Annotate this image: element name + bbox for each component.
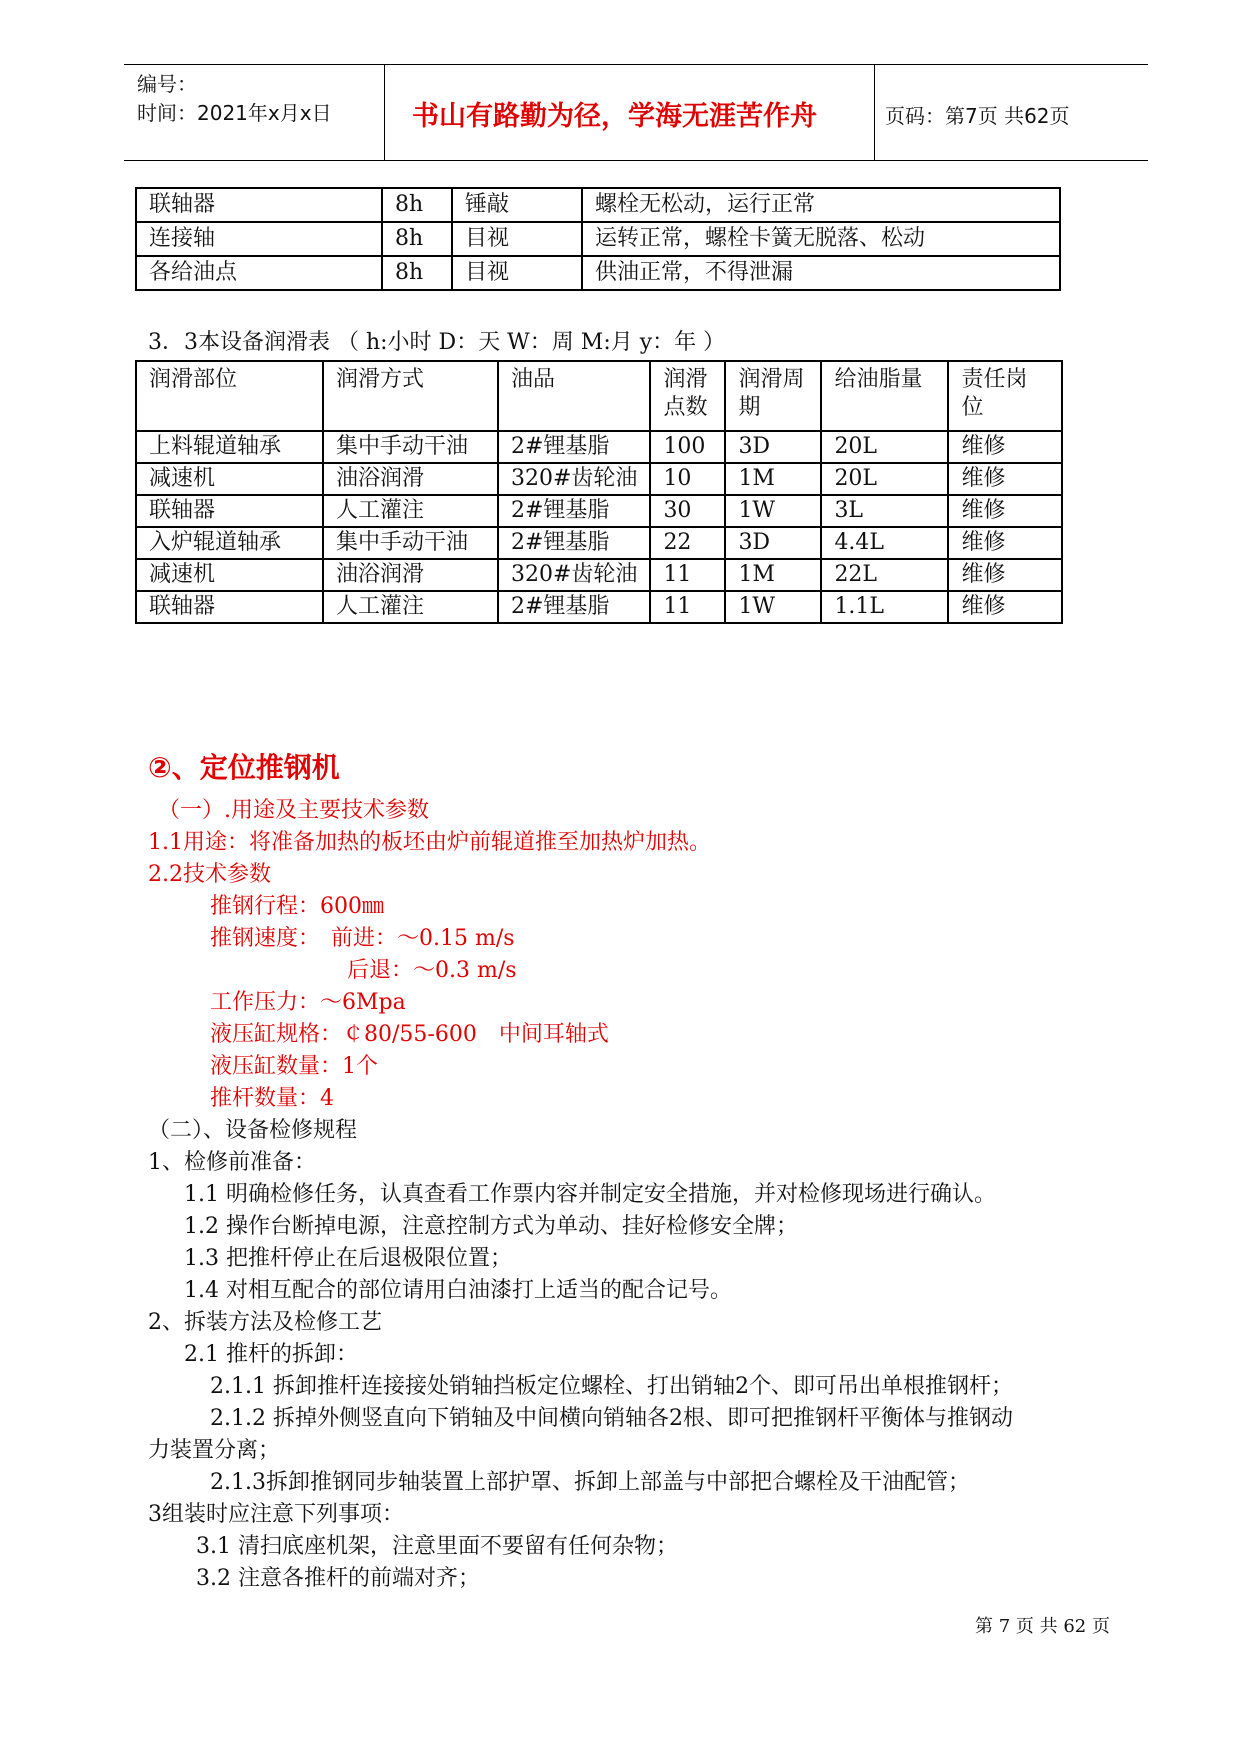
- table-row: [136, 527, 1062, 559]
- table-cell: 联轴器: [136, 591, 323, 623]
- spec-line: 后退：～0.3 m/s: [347, 958, 517, 983]
- body-line: 1.1用途：将准备加热的板坯由炉前辊道推至加热炉加热。: [148, 830, 711, 855]
- table-cell: 螺栓无松动，运行正常: [582, 188, 1060, 222]
- table-cell: 11: [650, 559, 725, 591]
- table-cell: 2#锂基脂: [498, 527, 650, 559]
- section-title: ②、定位推钢机: [148, 751, 340, 784]
- body-line: 3.1 清扫底座机架，注意里面不要留有任何杂物；: [196, 1534, 678, 1559]
- table-row: [136, 256, 1060, 290]
- header-motto: 书山有路勤为径，学海无涯苦作舟: [412, 101, 817, 132]
- table-cell: 1W: [725, 591, 821, 623]
- column-header: 润滑部位: [136, 361, 323, 431]
- column-header: 油品: [498, 361, 650, 431]
- table-cell: 1W: [725, 495, 821, 527]
- table-header-row: [136, 361, 1062, 431]
- doc-date-label: 时间：2021年x月x日: [137, 101, 332, 125]
- body-line: 1.4 对相互配合的部位请用白油漆打上适当的配合记号。: [184, 1278, 732, 1303]
- column-header: 给油脂量: [821, 361, 948, 431]
- lube-table-caption: 3．3本设备润滑表 （ h:小时 D：天 W：周 M:月 y：年 ）: [148, 330, 726, 355]
- spec-line: 推钢行程：600㎜: [210, 894, 384, 919]
- table-row: [136, 591, 1062, 623]
- body-line: 1.2 操作台断掉电源，注意控制方式为单动、挂好检修安全牌；: [184, 1214, 798, 1239]
- table-cell: 1.1L: [821, 591, 948, 623]
- lubrication-table: [135, 360, 1063, 624]
- table-cell: 人工灌注: [323, 591, 498, 623]
- body-line: 2.1 推杆的拆卸：: [184, 1342, 358, 1367]
- table-cell: 目视: [452, 222, 582, 256]
- table-cell: 22: [650, 527, 725, 559]
- doc-number-label: 编号：: [137, 72, 197, 96]
- table-cell: 减速机: [136, 463, 323, 495]
- table-cell: 3L: [821, 495, 948, 527]
- body-line: 3.2 注意各推杆的前端对齐；: [196, 1566, 480, 1591]
- table-cell: 联轴器: [136, 188, 382, 222]
- table-cell: 100: [650, 431, 725, 463]
- table-cell: 320#齿轮油: [498, 463, 650, 495]
- page-footer: 第 7 页 共 62 页: [975, 1616, 1110, 1637]
- table-cell: 8h: [382, 188, 452, 222]
- table-cell: 目视: [452, 256, 582, 290]
- table-cell: 8h: [382, 222, 452, 256]
- column-header: 润滑周期: [725, 361, 821, 431]
- column-header: 责任岗位: [948, 361, 1062, 431]
- body-line: 力装置分离；: [148, 1438, 281, 1463]
- table-cell: 3D: [725, 527, 821, 559]
- table-cell: 22L: [821, 559, 948, 591]
- inspection-table: [135, 187, 1061, 291]
- spec-line: 工作压力：～6Mpa: [210, 990, 406, 1015]
- column-header: 润滑点数: [650, 361, 725, 431]
- body-line: 2.1.3拆卸推钢同步轴装置上部护罩、拆卸上部盖与中部把合螺栓及干油配管；: [210, 1470, 970, 1495]
- spec-line: 液压缸数量：1个: [210, 1054, 378, 1079]
- body-line: 1、检修前准备：: [148, 1150, 316, 1175]
- table-row: [136, 222, 1060, 256]
- table-cell: 4.4L: [821, 527, 948, 559]
- table-cell: 维修: [948, 559, 1062, 591]
- table-cell: 锤敲: [452, 188, 582, 222]
- table-cell: 减速机: [136, 559, 323, 591]
- body-line: 2.2技术参数: [148, 862, 271, 887]
- table-row: [136, 431, 1062, 463]
- body-line: 1.1 明确检修任务，认真查看工作票内容并制定安全措施，并对检修现场进行确认。: [184, 1182, 996, 1207]
- header-divider: [384, 65, 385, 160]
- table-cell: 10: [650, 463, 725, 495]
- table-cell: 维修: [948, 527, 1062, 559]
- table-cell: 人工灌注: [323, 495, 498, 527]
- table-cell: 运转正常，螺栓卡簧无脱落、松动: [582, 222, 1060, 256]
- table-cell: 维修: [948, 431, 1062, 463]
- subsection-heading: （一）.用途及主要技术参数: [158, 798, 429, 823]
- table-cell: 320#齿轮油: [498, 559, 650, 591]
- header-divider: [874, 65, 875, 160]
- table-cell: 油浴润滑: [323, 463, 498, 495]
- table-cell: 集中手动干油: [323, 527, 498, 559]
- subsection-heading: （二）、设备检修规程: [148, 1118, 358, 1143]
- table-cell: 维修: [948, 495, 1062, 527]
- spec-line: 推杆数量：4: [210, 1086, 334, 1111]
- table-cell: 8h: [382, 256, 452, 290]
- table-cell: 联轴器: [136, 495, 323, 527]
- body-line: 2、拆装方法及检修工艺: [148, 1310, 382, 1335]
- spec-line: 推钢速度： 前进：～0.15 m/s: [210, 926, 515, 951]
- body-line: 3组装时应注意下列事项：: [148, 1502, 404, 1527]
- body-line: 1.3 把推杆停止在后退极限位置；: [184, 1246, 512, 1271]
- table-cell: 集中手动干油: [323, 431, 498, 463]
- table-cell: 2#锂基脂: [498, 431, 650, 463]
- table-cell: 1M: [725, 463, 821, 495]
- table-cell: 2#锂基脂: [498, 495, 650, 527]
- column-header: 润滑方式: [323, 361, 498, 431]
- table-cell: 各给油点: [136, 256, 382, 290]
- table-row: [136, 495, 1062, 527]
- spec-line: 液压缸规格：￠80/55-600 中间耳轴式: [210, 1022, 609, 1047]
- table-row: [136, 559, 1062, 591]
- table-cell: 维修: [948, 591, 1062, 623]
- table-row: [136, 463, 1062, 495]
- table-cell: 连接轴: [136, 222, 382, 256]
- table-cell: 1M: [725, 559, 821, 591]
- table-cell: 11: [650, 591, 725, 623]
- table-cell: 30: [650, 495, 725, 527]
- table-cell: 20L: [821, 431, 948, 463]
- table-cell: 2#锂基脂: [498, 591, 650, 623]
- table-cell: 油浴润滑: [323, 559, 498, 591]
- table-cell: 维修: [948, 463, 1062, 495]
- table-cell: 20L: [821, 463, 948, 495]
- table-cell: 入炉辊道轴承: [136, 527, 323, 559]
- table-cell: 供油正常，不得泄漏: [582, 256, 1060, 290]
- body-line: 2.1.1 拆卸推杆连接接处销轴挡板定位螺栓、打出销轴2个、即可吊出单根推钢杆；: [210, 1374, 1013, 1399]
- body-line: 2.1.2 拆掉外侧竖直向下销轴及中间横向销轴各2根、即可把推钢杆平衡体与推钢动: [210, 1406, 1013, 1431]
- table-row: [136, 188, 1060, 222]
- header-page-label: 页码：第7页 共62页: [885, 104, 1070, 128]
- table-cell: 上料辊道轴承: [136, 431, 323, 463]
- table-cell: 3D: [725, 431, 821, 463]
